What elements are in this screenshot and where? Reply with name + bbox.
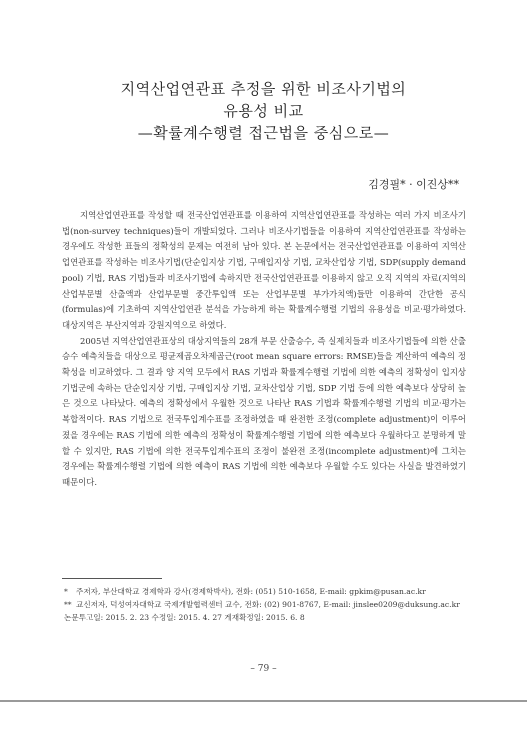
footnote-mark-2: ** (64, 600, 72, 609)
footnote-author-2 (64, 598, 468, 611)
submission-dates: 논문투고일: 2015. 2. 23 수정일: 2015. 4. 27 게재확정일: 2015. 6. 8 (64, 613, 305, 622)
footnote-text-1: 주저자, 부산대학교 경제학과 강사(경제학박사), 전화: (051) 510-1658, E-mail: gpkim@pusan.ac.kr (76, 587, 426, 596)
title-line-1: 지역산업연관표 추정을 위한 비조사기법의 (120, 80, 407, 98)
abstract (62, 208, 466, 491)
footnote-author-1 (64, 585, 468, 598)
paper-title (0, 78, 527, 144)
abstract-paragraph-1: 지역산업연관표를 작성할 때 전국산업연관표를 이용하여 지역산업연관표를 작성하는 여러 가지 비조사기법(non-survey techniques)들이 개발되었다. 그러나 비조사기법들을 이용하여 지역산업연관표를 작성하는 경우에도 작성한 표들의 정확성의 문제는 여전히 남아 있다. 본 논문에서는 전국산업연관표를 이용하여 지역산업연관표를 작성하는 비조사기법(단순입지상 기법, 구매입지상 기법, 교차산업상 기법, SDP(supply demand pool) 기법, RAS 기법)들과 비조사기법에 속하지만 전국산업연관표를 이용하지 않고 오직 지역의 자료(지역의 산업부문별 산출액과 산업부문별 중간투입액 또는 산업부문별 부가가치액)들만 이용하여 간단한 공식(formulas)에 기초하여 지역산업연관 분석을 가능하게 하는 확률계수행렬 기법의 유용성을 비교·평가하였다. 대상지역은 부산지역과 강원지역으로 하였다. (62, 210, 466, 330)
footnote-mark-1: * (64, 587, 68, 596)
title-line-2: 유용성 비교 (223, 102, 304, 120)
page-number: – 79 – (250, 664, 277, 674)
footnote-text-2: 교신저자, 덕성여자대학교 국제개발협력센터 교수, 전화: (02) 901-8767, E-mail: jinslee0209@duksung.ac.kr (76, 600, 460, 609)
author-names: 김경필* · 이진상** (368, 178, 459, 191)
footnote-divider (62, 578, 162, 579)
footnotes (64, 585, 468, 624)
title-subtitle: —확률계수행렬 접근법을 중심으로— (137, 124, 390, 142)
page-bottom-rule (0, 700, 527, 702)
abstract-paragraph-2: 2005년 지역산업연관표상의 대상지역들의 28개 부문 산출승수, 즉 실제치들과 비조사기법들에 의한 산출승수 예측치들을 대상으로 평균제곱오차제곱근(root mean square errors: RMSE)들을 계산하여 예측의 정확성을 비교하였다. 그 결과 양 지역 모두에서 RAS 기법과 확률계수행렬 기법에 의한 예측의 정확성이 입지상 기법군에 속하는 단순입지상 기법, 구매입지상 기법, 교차산업상 기법, SDP 기법 등에 의한 예측보다 상당히 높은 것으로 나타났다. 예측의 정확성에서 우월한 것으로 나타난 RAS 기법과 확률계수행렬 기법의 비교·평가는 복합적이다. RAS 기법으로 전국투입계수표를 조정하였을 때 완전한 조정(complete adjustment)이 이루어졌을 경우에는 RAS 기법에 의한 예측의 정확성이 확률계수행렬 기법에 의한 예측보다 우월하다고 분명하게 말할 수 있지만, RAS 기법에 의한 전국투입계수표의 조정이 불완전 조정(incomplete adjustment)에 그치는 경우에는 확률계수행렬 기법에 의한 예측이 RAS 기법에 의한 예측보다 우월할 수도 있다는 사실을 발견하였기 때문이다. (62, 335, 466, 487)
